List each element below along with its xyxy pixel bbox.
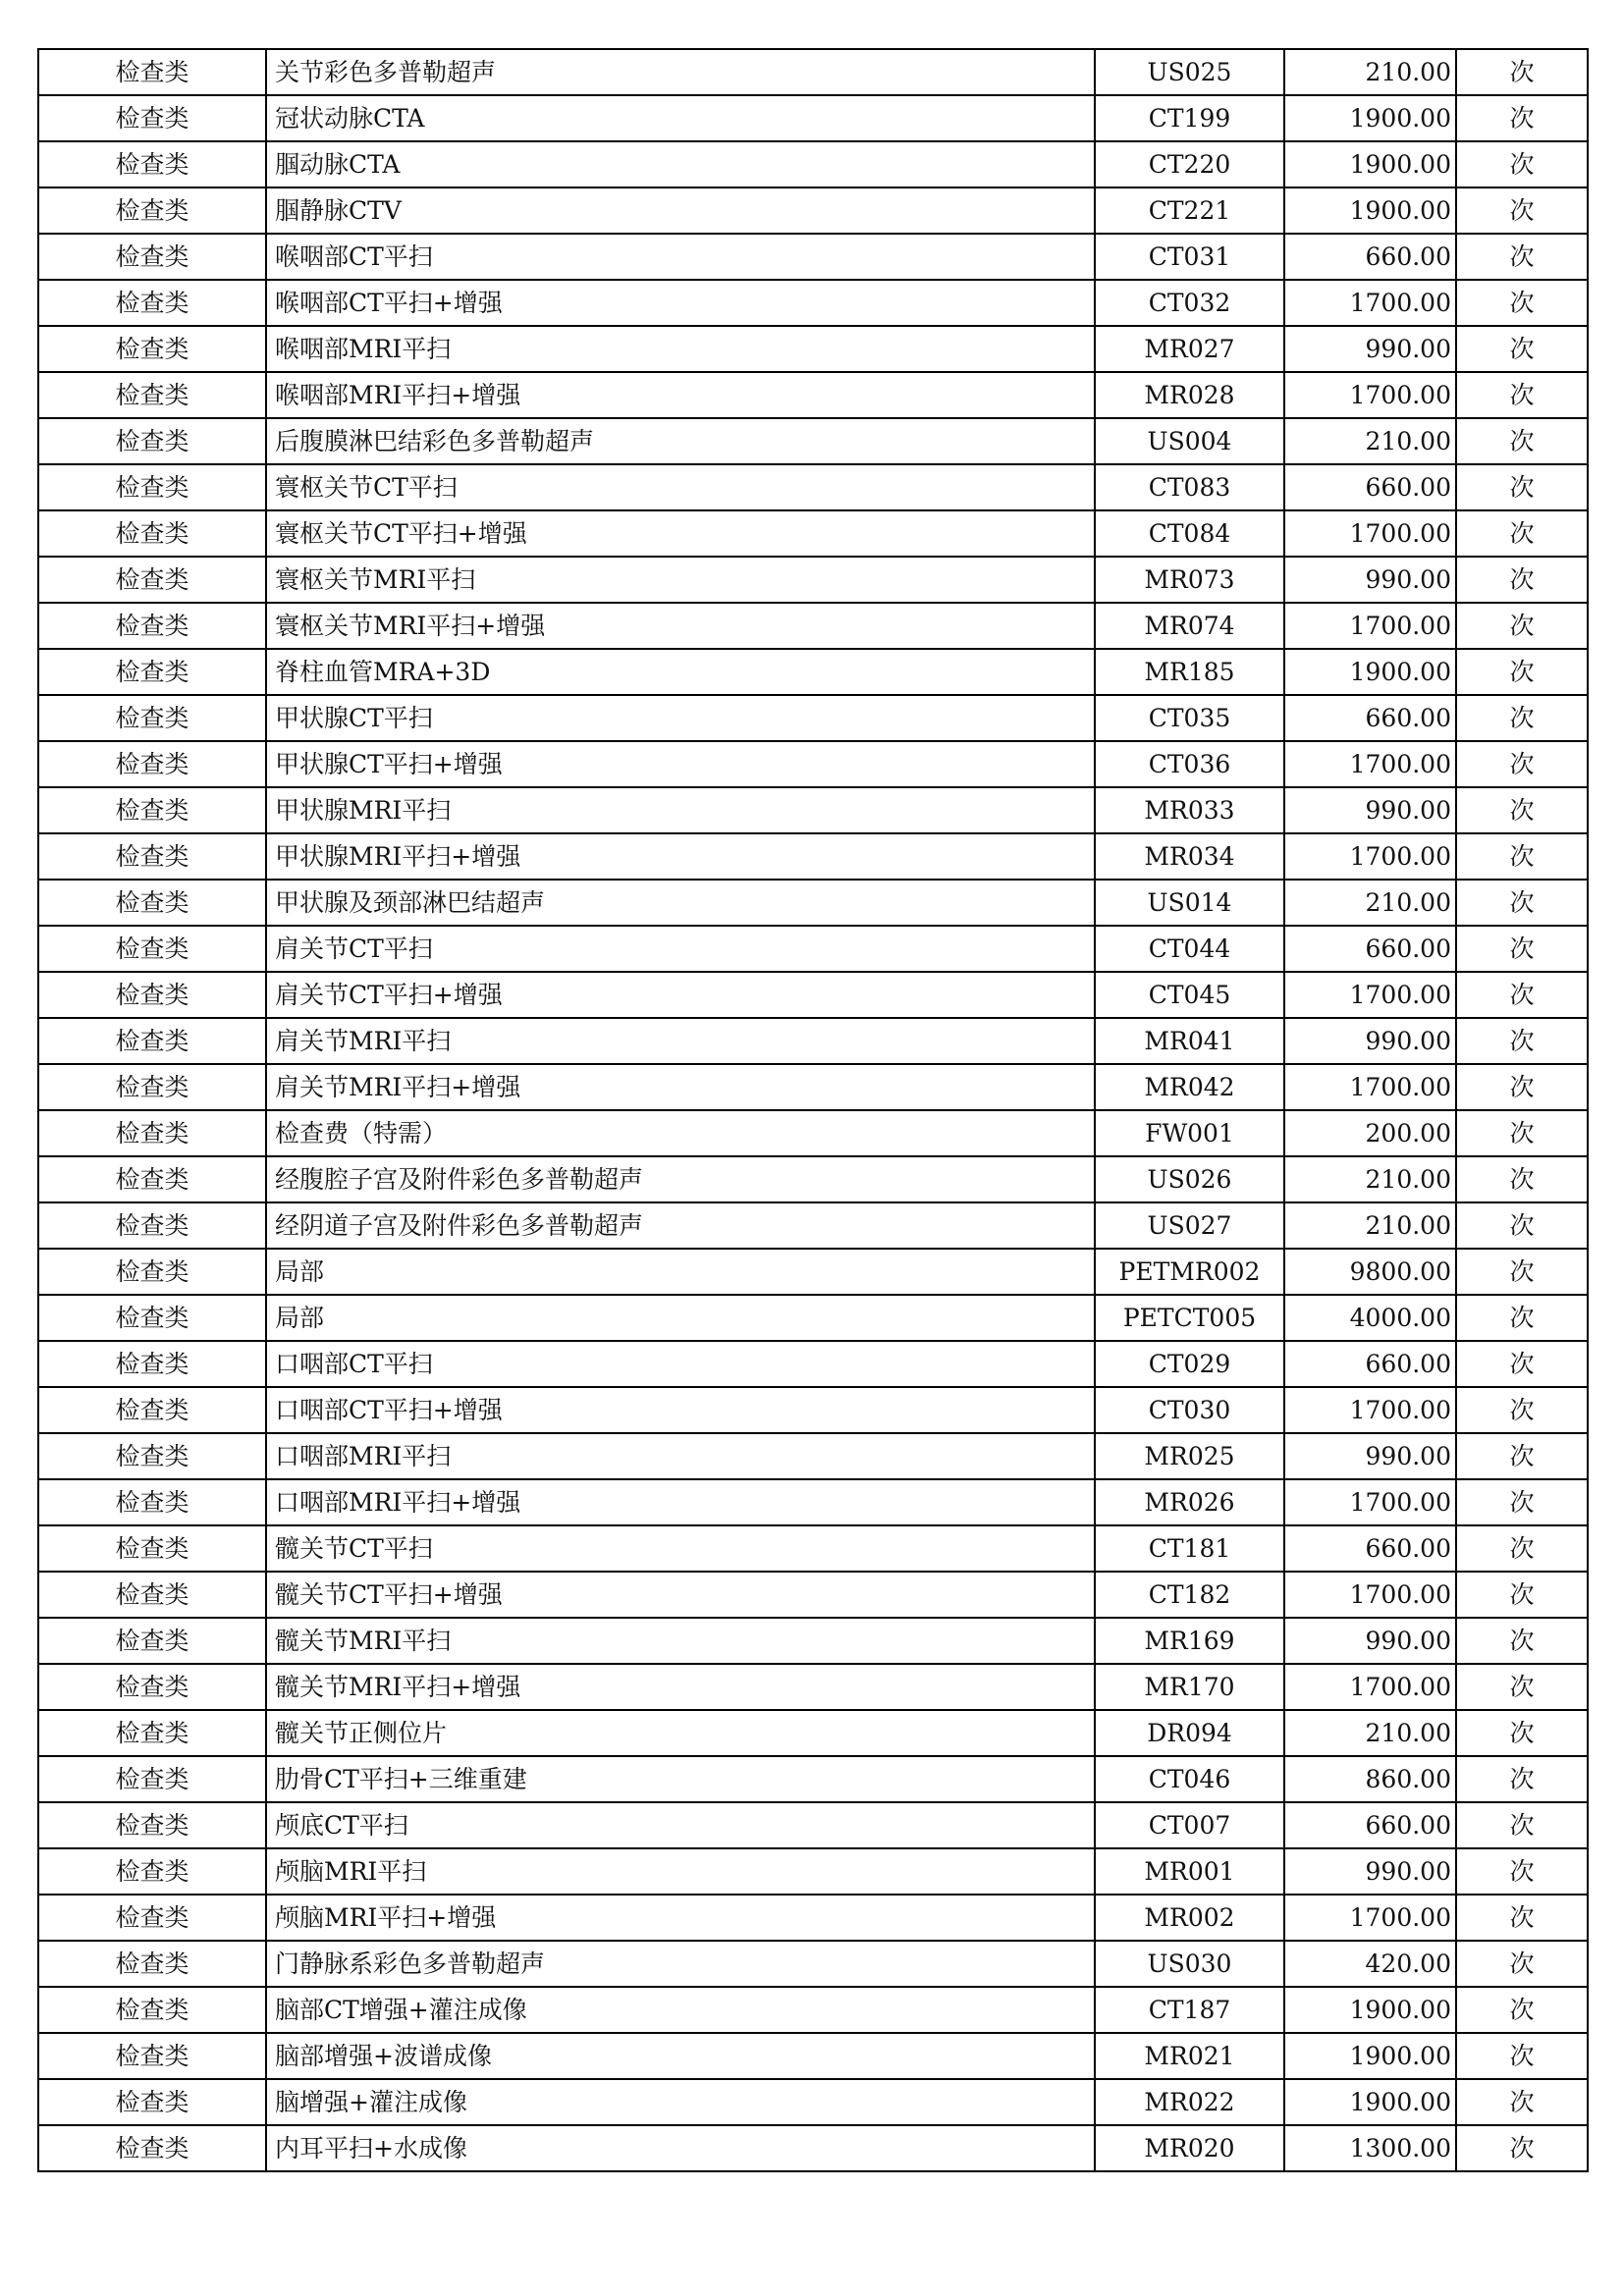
unit-cell: 次 <box>1456 1987 1588 2033</box>
item-code-cell: MR021 <box>1095 2033 1284 2079</box>
unit-cell: 次 <box>1456 787 1588 833</box>
unit-cell: 次 <box>1456 141 1588 187</box>
unit-cell: 次 <box>1456 1618 1588 1664</box>
category-cell: 检查类 <box>38 2125 266 2171</box>
price-cell: 1700.00 <box>1284 603 1456 649</box>
item-code-cell: CT182 <box>1095 1572 1284 1618</box>
item-code-cell: CT031 <box>1095 234 1284 280</box>
item-code-cell: US004 <box>1095 418 1284 464</box>
unit-cell: 次 <box>1456 2033 1588 2079</box>
category-cell: 检查类 <box>38 1249 266 1295</box>
price-cell: 990.00 <box>1284 1848 1456 1895</box>
item-name-cell: 脑增强+灌注成像 <box>266 2079 1095 2125</box>
unit-cell: 次 <box>1456 1341 1588 1387</box>
table-row <box>38 1341 1588 1387</box>
item-code-cell: MR170 <box>1095 1664 1284 1710</box>
unit-cell: 次 <box>1456 1756 1588 1802</box>
item-name-cell: 检查费（特需） <box>266 1110 1095 1156</box>
price-cell: 200.00 <box>1284 1110 1456 1156</box>
category-cell: 检查类 <box>38 1572 266 1618</box>
table-row <box>38 880 1588 926</box>
table-row <box>38 1664 1588 1710</box>
unit-cell: 次 <box>1456 2079 1588 2125</box>
price-cell: 860.00 <box>1284 1756 1456 1802</box>
table-row <box>38 1479 1588 1525</box>
unit-cell: 次 <box>1456 418 1588 464</box>
price-cell: 660.00 <box>1284 464 1456 510</box>
item-code-cell: CT029 <box>1095 1341 1284 1387</box>
category-cell: 检查类 <box>38 1433 266 1479</box>
price-cell: 660.00 <box>1284 1525 1456 1572</box>
price-cell: 1900.00 <box>1284 141 1456 187</box>
unit-cell: 次 <box>1456 280 1588 326</box>
price-cell: 1700.00 <box>1284 972 1456 1018</box>
item-name-cell: 关节彩色多普勒超声 <box>266 49 1095 95</box>
unit-cell: 次 <box>1456 1848 1588 1895</box>
table-row <box>38 95 1588 141</box>
category-cell: 检查类 <box>38 49 266 95</box>
item-code-cell: US025 <box>1095 49 1284 95</box>
category-cell: 检查类 <box>38 1064 266 1110</box>
table-row <box>38 1156 1588 1202</box>
category-cell: 检查类 <box>38 418 266 464</box>
price-cell: 660.00 <box>1284 926 1456 972</box>
category-cell: 检查类 <box>38 603 266 649</box>
table-row <box>38 1987 1588 2033</box>
item-name-cell: 喉咽部CT平扫 <box>266 234 1095 280</box>
category-cell: 检查类 <box>38 95 266 141</box>
category-cell: 检查类 <box>38 1941 266 1987</box>
item-name-cell: 脑部CT增强+灌注成像 <box>266 1987 1095 2033</box>
category-cell: 检查类 <box>38 1756 266 1802</box>
item-name-cell: 内耳平扫+水成像 <box>266 2125 1095 2171</box>
item-code-cell: US014 <box>1095 880 1284 926</box>
item-name-cell: 寰枢关节MRI平扫 <box>266 557 1095 603</box>
item-name-cell: 喉咽部CT平扫+增强 <box>266 280 1095 326</box>
category-cell: 检查类 <box>38 1618 266 1664</box>
category-cell: 检查类 <box>38 2079 266 2125</box>
price-cell: 210.00 <box>1284 880 1456 926</box>
item-code-cell: MR185 <box>1095 649 1284 695</box>
price-cell: 660.00 <box>1284 1341 1456 1387</box>
item-code-cell: MR020 <box>1095 2125 1284 2171</box>
item-code-cell: CT035 <box>1095 695 1284 741</box>
item-code-cell: MR027 <box>1095 326 1284 372</box>
item-name-cell: 喉咽部MRI平扫 <box>266 326 1095 372</box>
item-name-cell: 颅脑MRI平扫+增强 <box>266 1895 1095 1941</box>
table-row <box>38 972 1588 1018</box>
price-cell: 420.00 <box>1284 1941 1456 1987</box>
unit-cell: 次 <box>1456 510 1588 557</box>
item-name-cell: 甲状腺及颈部淋巴结超声 <box>266 880 1095 926</box>
item-code-cell: MR001 <box>1095 1848 1284 1895</box>
unit-cell: 次 <box>1456 1479 1588 1525</box>
category-cell: 检查类 <box>38 2033 266 2079</box>
table-row <box>38 187 1588 234</box>
category-cell: 检查类 <box>38 972 266 1018</box>
unit-cell: 次 <box>1456 1110 1588 1156</box>
table-row <box>38 280 1588 326</box>
unit-cell: 次 <box>1456 1710 1588 1756</box>
item-name-cell: 寰枢关节CT平扫+增强 <box>266 510 1095 557</box>
table-row <box>38 1295 1588 1341</box>
table-row <box>38 464 1588 510</box>
table-row <box>38 1525 1588 1572</box>
table-row <box>38 1249 1588 1295</box>
unit-cell: 次 <box>1456 95 1588 141</box>
item-name-cell: 后腹膜淋巴结彩色多普勒超声 <box>266 418 1095 464</box>
category-cell: 检查类 <box>38 464 266 510</box>
category-cell: 检查类 <box>38 741 266 787</box>
item-code-cell: MR169 <box>1095 1618 1284 1664</box>
item-name-cell: 口咽部MRI平扫+增强 <box>266 1479 1095 1525</box>
item-code-cell: CT036 <box>1095 741 1284 787</box>
table-row <box>38 557 1588 603</box>
item-code-cell: CT044 <box>1095 926 1284 972</box>
item-name-cell: 髋关节CT平扫 <box>266 1525 1095 1572</box>
table-row <box>38 926 1588 972</box>
unit-cell: 次 <box>1456 695 1588 741</box>
item-code-cell: CT045 <box>1095 972 1284 1018</box>
category-cell: 检查类 <box>38 1202 266 1249</box>
table-row <box>38 1433 1588 1479</box>
unit-cell: 次 <box>1456 926 1588 972</box>
unit-cell: 次 <box>1456 1895 1588 1941</box>
item-code-cell: PETCT005 <box>1095 1295 1284 1341</box>
unit-cell: 次 <box>1456 1572 1588 1618</box>
price-cell: 210.00 <box>1284 49 1456 95</box>
unit-cell: 次 <box>1456 1941 1588 1987</box>
price-cell: 1700.00 <box>1284 1479 1456 1525</box>
category-cell: 检查类 <box>38 234 266 280</box>
item-code-cell: CT007 <box>1095 1802 1284 1848</box>
table-row <box>38 1572 1588 1618</box>
price-table <box>37 48 1589 2172</box>
unit-cell: 次 <box>1456 1064 1588 1110</box>
unit-cell: 次 <box>1456 880 1588 926</box>
item-code-cell: CT181 <box>1095 1525 1284 1572</box>
item-name-cell: 肩关节MRI平扫+增强 <box>266 1064 1095 1110</box>
item-name-cell: 口咽部MRI平扫 <box>266 1433 1095 1479</box>
table-row <box>38 1941 1588 1987</box>
table-row <box>38 1710 1588 1756</box>
price-cell: 1900.00 <box>1284 187 1456 234</box>
table-row <box>38 2079 1588 2125</box>
table-row <box>38 833 1588 880</box>
item-code-cell: US027 <box>1095 1202 1284 1249</box>
table-row <box>38 1018 1588 1064</box>
unit-cell: 次 <box>1456 49 1588 95</box>
category-cell: 检查类 <box>38 1987 266 2033</box>
item-code-cell: CT030 <box>1095 1387 1284 1433</box>
item-name-cell: 口咽部CT平扫+增强 <box>266 1387 1095 1433</box>
unit-cell: 次 <box>1456 2125 1588 2171</box>
table-row <box>38 741 1588 787</box>
table-row <box>38 326 1588 372</box>
item-name-cell: 肋骨CT平扫+三维重建 <box>266 1756 1095 1802</box>
category-cell: 检查类 <box>38 1710 266 1756</box>
item-name-cell: 甲状腺MRI平扫 <box>266 787 1095 833</box>
item-code-cell: CT046 <box>1095 1756 1284 1802</box>
unit-cell: 次 <box>1456 464 1588 510</box>
item-name-cell: 髋关节MRI平扫 <box>266 1618 1095 1664</box>
item-name-cell: 甲状腺MRI平扫+增强 <box>266 833 1095 880</box>
table-row <box>38 2125 1588 2171</box>
item-code-cell: CT187 <box>1095 1987 1284 2033</box>
table-row <box>38 372 1588 418</box>
price-cell: 1700.00 <box>1284 833 1456 880</box>
category-cell: 检查类 <box>38 695 266 741</box>
unit-cell: 次 <box>1456 1802 1588 1848</box>
price-cell: 1900.00 <box>1284 649 1456 695</box>
price-cell: 1700.00 <box>1284 372 1456 418</box>
category-cell: 检查类 <box>38 1295 266 1341</box>
item-code-cell: DR094 <box>1095 1710 1284 1756</box>
item-name-cell: 寰枢关节MRI平扫+增强 <box>266 603 1095 649</box>
category-cell: 检查类 <box>38 141 266 187</box>
price-document-page <box>37 48 1587 2172</box>
category-cell: 检查类 <box>38 649 266 695</box>
unit-cell: 次 <box>1456 326 1588 372</box>
table-row <box>38 1895 1588 1941</box>
item-code-cell: MR033 <box>1095 787 1284 833</box>
table-row <box>38 1848 1588 1895</box>
item-code-cell: MR022 <box>1095 2079 1284 2125</box>
item-name-cell: 髋关节正侧位片 <box>266 1710 1095 1756</box>
category-cell: 检查类 <box>38 1156 266 1202</box>
item-code-cell: MR028 <box>1095 372 1284 418</box>
item-code-cell: CT220 <box>1095 141 1284 187</box>
item-code-cell: MR026 <box>1095 1479 1284 1525</box>
unit-cell: 次 <box>1456 603 1588 649</box>
item-name-cell: 腘动脉CTA <box>266 141 1095 187</box>
unit-cell: 次 <box>1456 741 1588 787</box>
category-cell: 检查类 <box>38 1479 266 1525</box>
category-cell: 检查类 <box>38 1525 266 1572</box>
category-cell: 检查类 <box>38 326 266 372</box>
item-code-cell: MR034 <box>1095 833 1284 880</box>
price-cell: 210.00 <box>1284 418 1456 464</box>
item-name-cell: 局部 <box>266 1249 1095 1295</box>
price-cell: 1700.00 <box>1284 1572 1456 1618</box>
item-name-cell: 颅脑MRI平扫 <box>266 1848 1095 1895</box>
price-cell: 210.00 <box>1284 1156 1456 1202</box>
table-row <box>38 510 1588 557</box>
item-name-cell: 肩关节MRI平扫 <box>266 1018 1095 1064</box>
category-cell: 检查类 <box>38 280 266 326</box>
item-code-cell: US030 <box>1095 1941 1284 1987</box>
unit-cell: 次 <box>1456 1249 1588 1295</box>
table-row <box>38 787 1588 833</box>
category-cell: 检查类 <box>38 787 266 833</box>
item-code-cell: CT084 <box>1095 510 1284 557</box>
price-cell: 660.00 <box>1284 234 1456 280</box>
price-cell: 990.00 <box>1284 1618 1456 1664</box>
item-code-cell: CT032 <box>1095 280 1284 326</box>
table-row <box>38 418 1588 464</box>
item-name-cell: 口咽部CT平扫 <box>266 1341 1095 1387</box>
table-row <box>38 1110 1588 1156</box>
item-name-cell: 肩关节CT平扫+增强 <box>266 972 1095 1018</box>
item-code-cell: MR074 <box>1095 603 1284 649</box>
price-cell: 1900.00 <box>1284 95 1456 141</box>
item-name-cell: 腘静脉CTV <box>266 187 1095 234</box>
table-row <box>38 695 1588 741</box>
unit-cell: 次 <box>1456 972 1588 1018</box>
table-row <box>38 649 1588 695</box>
item-code-cell: CT199 <box>1095 95 1284 141</box>
item-code-cell: US026 <box>1095 1156 1284 1202</box>
item-name-cell: 喉咽部MRI平扫+增强 <box>266 372 1095 418</box>
unit-cell: 次 <box>1456 833 1588 880</box>
item-name-cell: 冠状动脉CTA <box>266 95 1095 141</box>
price-cell: 990.00 <box>1284 787 1456 833</box>
category-cell: 检查类 <box>38 372 266 418</box>
price-cell: 1300.00 <box>1284 2125 1456 2171</box>
price-cell: 9800.00 <box>1284 1249 1456 1295</box>
item-code-cell: CT221 <box>1095 187 1284 234</box>
item-name-cell: 颅底CT平扫 <box>266 1802 1095 1848</box>
unit-cell: 次 <box>1456 1018 1588 1064</box>
item-name-cell: 肩关节CT平扫 <box>266 926 1095 972</box>
unit-cell: 次 <box>1456 1433 1588 1479</box>
unit-cell: 次 <box>1456 1664 1588 1710</box>
unit-cell: 次 <box>1456 1202 1588 1249</box>
unit-cell: 次 <box>1456 1387 1588 1433</box>
price-cell: 660.00 <box>1284 1802 1456 1848</box>
price-cell: 1700.00 <box>1284 510 1456 557</box>
category-cell: 检查类 <box>38 1848 266 1895</box>
unit-cell: 次 <box>1456 1525 1588 1572</box>
unit-cell: 次 <box>1456 187 1588 234</box>
category-cell: 检查类 <box>38 1802 266 1848</box>
category-cell: 检查类 <box>38 510 266 557</box>
price-cell: 210.00 <box>1284 1202 1456 1249</box>
category-cell: 检查类 <box>38 1387 266 1433</box>
price-cell: 1900.00 <box>1284 2033 1456 2079</box>
price-cell: 1700.00 <box>1284 280 1456 326</box>
item-name-cell: 髋关节MRI平扫+增强 <box>266 1664 1095 1710</box>
category-cell: 检查类 <box>38 880 266 926</box>
item-code-cell: MR042 <box>1095 1064 1284 1110</box>
item-name-cell: 经阴道子宫及附件彩色多普勒超声 <box>266 1202 1095 1249</box>
price-cell: 4000.00 <box>1284 1295 1456 1341</box>
table-row <box>38 49 1588 95</box>
category-cell: 检查类 <box>38 1895 266 1941</box>
table-row <box>38 2033 1588 2079</box>
unit-cell: 次 <box>1456 1156 1588 1202</box>
price-cell: 660.00 <box>1284 695 1456 741</box>
item-name-cell: 经腹腔子宫及附件彩色多普勒超声 <box>266 1156 1095 1202</box>
unit-cell: 次 <box>1456 234 1588 280</box>
item-name-cell: 脑部增强+波谱成像 <box>266 2033 1095 2079</box>
price-cell: 1700.00 <box>1284 1664 1456 1710</box>
table-row <box>38 1618 1588 1664</box>
table-row <box>38 1802 1588 1848</box>
unit-cell: 次 <box>1456 649 1588 695</box>
price-cell: 210.00 <box>1284 1710 1456 1756</box>
item-name-cell: 局部 <box>266 1295 1095 1341</box>
price-cell: 990.00 <box>1284 1018 1456 1064</box>
price-cell: 1700.00 <box>1284 1064 1456 1110</box>
price-cell: 990.00 <box>1284 326 1456 372</box>
item-name-cell: 寰枢关节CT平扫 <box>266 464 1095 510</box>
item-code-cell: MR073 <box>1095 557 1284 603</box>
table-row <box>38 603 1588 649</box>
item-name-cell: 门静脉系彩色多普勒超声 <box>266 1941 1095 1987</box>
item-name-cell: 髋关节CT平扫+增强 <box>266 1572 1095 1618</box>
category-cell: 检查类 <box>38 1664 266 1710</box>
price-cell: 1700.00 <box>1284 1895 1456 1941</box>
table-row <box>38 1387 1588 1433</box>
category-cell: 检查类 <box>38 1110 266 1156</box>
unit-cell: 次 <box>1456 372 1588 418</box>
table-row <box>38 1202 1588 1249</box>
item-name-cell: 甲状腺CT平扫+增强 <box>266 741 1095 787</box>
unit-cell: 次 <box>1456 557 1588 603</box>
table-row <box>38 1756 1588 1802</box>
item-name-cell: 脊柱血管MRA+3D <box>266 649 1095 695</box>
category-cell: 检查类 <box>38 926 266 972</box>
price-cell: 1700.00 <box>1284 741 1456 787</box>
price-cell: 990.00 <box>1284 557 1456 603</box>
price-cell: 1900.00 <box>1284 2079 1456 2125</box>
price-cell: 1900.00 <box>1284 1987 1456 2033</box>
category-cell: 检查类 <box>38 1018 266 1064</box>
item-code-cell: MR025 <box>1095 1433 1284 1479</box>
item-code-cell: FW001 <box>1095 1110 1284 1156</box>
price-cell: 1700.00 <box>1284 1387 1456 1433</box>
item-name-cell: 甲状腺CT平扫 <box>266 695 1095 741</box>
category-cell: 检查类 <box>38 1341 266 1387</box>
table-row <box>38 1064 1588 1110</box>
table-row <box>38 234 1588 280</box>
category-cell: 检查类 <box>38 833 266 880</box>
item-code-cell: MR002 <box>1095 1895 1284 1941</box>
table-row <box>38 141 1588 187</box>
item-code-cell: CT083 <box>1095 464 1284 510</box>
price-cell: 990.00 <box>1284 1433 1456 1479</box>
item-code-cell: PETMR002 <box>1095 1249 1284 1295</box>
category-cell: 检查类 <box>38 557 266 603</box>
unit-cell: 次 <box>1456 1295 1588 1341</box>
item-code-cell: MR041 <box>1095 1018 1284 1064</box>
price-table-body <box>38 49 1588 2171</box>
category-cell: 检查类 <box>38 187 266 234</box>
